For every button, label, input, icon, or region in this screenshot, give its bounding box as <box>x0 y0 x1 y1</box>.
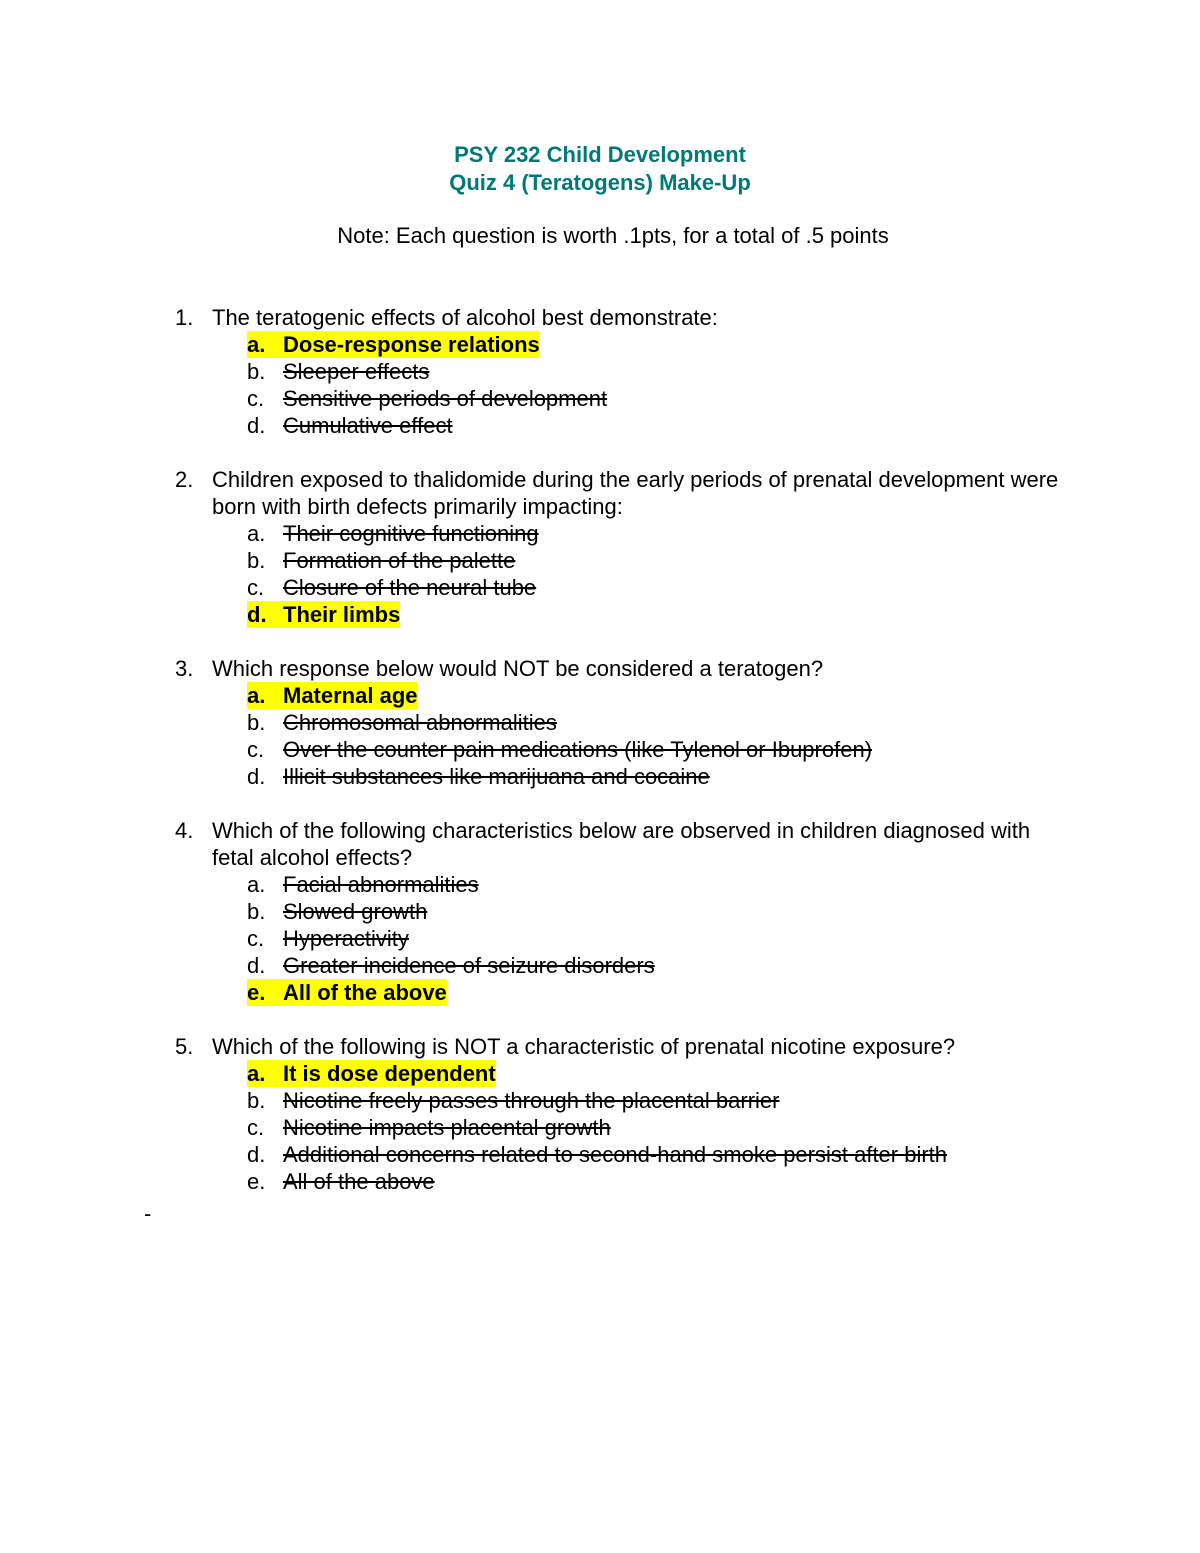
answer-option <box>247 412 1075 439</box>
answer-option <box>247 871 1075 898</box>
option-text: Sleeper effects <box>283 359 430 384</box>
question-row <box>175 655 1075 682</box>
question-1 <box>175 304 1075 439</box>
answer-options <box>247 520 1075 628</box>
option-text: Facial abnormalities <box>283 872 479 897</box>
struck-answer <box>247 385 607 412</box>
answer-option <box>247 1087 1075 1114</box>
answer-option <box>247 898 1075 925</box>
option-letter: e. <box>247 1169 266 1194</box>
struck-answer <box>247 547 515 574</box>
answer-option <box>247 709 1075 736</box>
answer-option <box>247 1168 1075 1195</box>
question-row <box>175 466 1075 520</box>
correct-answer-highlight <box>247 682 418 709</box>
answer-option <box>247 520 1075 547</box>
title-block <box>0 141 1200 197</box>
option-text: Greater incidence of seizure disorders <box>283 953 655 978</box>
answer-options <box>247 682 1075 790</box>
question-text: Which of the following is NOT a characteristic of prenatal nicotine exposure? <box>212 1034 956 1059</box>
option-text: Maternal age <box>283 683 418 708</box>
struck-answer <box>247 709 557 736</box>
answer-option <box>247 547 1075 574</box>
struck-answer <box>247 574 536 601</box>
correct-answer-highlight <box>247 601 400 628</box>
question-row <box>175 817 1075 871</box>
answer-option <box>247 952 1075 979</box>
option-letter: a. <box>247 332 266 357</box>
question-text: Children exposed to thalidomide during the early periods of prenatal development were born with birth defects primarily impacting: <box>212 467 1059 519</box>
answer-option <box>247 1141 1075 1168</box>
option-letter: b. <box>247 710 266 735</box>
option-letter: d. <box>247 764 266 789</box>
answer-options <box>247 871 1075 1006</box>
answer-option <box>247 358 1075 385</box>
option-text: All of the above <box>283 980 447 1005</box>
answer-option <box>247 574 1075 601</box>
correct-answer-highlight <box>247 979 447 1006</box>
option-letter: e. <box>247 980 266 1005</box>
question-number: 5. <box>175 1034 194 1059</box>
document-subtitle: Quiz 4 (Teratogens) Make-Up <box>449 170 751 195</box>
option-text: Their cognitive functioning <box>283 521 539 546</box>
struck-answer <box>247 736 872 763</box>
answer-option <box>247 979 1075 1006</box>
correct-answer-highlight <box>247 1060 496 1087</box>
option-letter: b. <box>247 899 266 924</box>
option-text: Nicotine impacts placental growth <box>283 1115 611 1140</box>
option-text: Over the counter pain medications (like Tylenol or Ibuprofen) <box>283 737 873 762</box>
option-text: Illicit substances like marijuana and cocaine <box>283 764 710 789</box>
question-list <box>175 304 1075 1222</box>
option-letter: d. <box>247 602 267 627</box>
question-number: 4. <box>175 818 194 843</box>
option-text: Additional concerns related to second-hand smoke persist after birth <box>283 1142 948 1167</box>
option-letter: c. <box>247 737 265 762</box>
option-text: Cumulative effect <box>283 413 453 438</box>
option-text: Sensitive periods of development <box>283 386 608 411</box>
struck-answer <box>247 925 409 952</box>
answer-options <box>247 1060 1075 1195</box>
option-letter: d. <box>247 413 266 438</box>
answer-option <box>247 925 1075 952</box>
question-2 <box>175 466 1075 628</box>
document-title: PSY 232 Child Development <box>454 142 746 167</box>
struck-answer <box>247 952 655 979</box>
question-row <box>175 1033 1075 1060</box>
question-5 <box>175 1033 1075 1195</box>
point-note: Note: Each question is worth .1pts, for a total of .5 points <box>337 223 889 248</box>
option-text: It is dose dependent <box>283 1061 496 1086</box>
option-letter: d. <box>247 1142 266 1167</box>
option-text: All of the above <box>283 1169 435 1194</box>
answer-option <box>247 736 1075 763</box>
option-text: Formation of the palette <box>283 548 516 573</box>
struck-answer <box>247 1168 435 1195</box>
option-letter: b. <box>247 548 266 573</box>
question-number: 3. <box>175 656 194 681</box>
option-letter: b. <box>247 1088 266 1113</box>
struck-answer <box>247 1114 611 1141</box>
option-letter: c. <box>247 386 265 411</box>
struck-answer <box>247 763 710 790</box>
option-letter: d. <box>247 953 266 978</box>
question-3 <box>175 655 1075 790</box>
answer-option <box>247 601 1075 628</box>
option-text: Hyperactivity <box>283 926 409 951</box>
option-text: Dose-response relations <box>283 332 540 357</box>
answer-option <box>247 763 1075 790</box>
struck-answer <box>247 1141 947 1168</box>
question-number: 1. <box>175 305 194 330</box>
option-text: Closure of the neural tube <box>283 575 537 600</box>
struck-answer <box>247 1087 780 1114</box>
struck-answer <box>247 898 427 925</box>
option-letter: a. <box>247 521 266 546</box>
option-letter: a. <box>247 683 266 708</box>
answer-option <box>247 1060 1075 1087</box>
answer-option <box>247 682 1075 709</box>
question-text: Which of the following characteristics below are observed in children diagnosed with fetal alcohol effects? <box>212 818 1031 870</box>
answer-options <box>247 331 1075 439</box>
option-letter: c. <box>247 575 265 600</box>
question-text: The teratogenic effects of alcohol best demonstrate: <box>212 305 718 330</box>
trailing-mark: - <box>144 1201 152 1226</box>
option-text: Their limbs <box>283 602 401 627</box>
option-letter: c. <box>247 1115 265 1140</box>
correct-answer-highlight <box>247 331 540 358</box>
option-letter: b. <box>247 359 266 384</box>
option-letter: a. <box>247 872 266 897</box>
struck-answer <box>247 871 479 898</box>
option-letter: c. <box>247 926 265 951</box>
question-4 <box>175 817 1075 1006</box>
question-row <box>175 304 1075 331</box>
option-text: Nicotine freely passes through the placental barrier <box>283 1088 780 1113</box>
answer-option <box>247 1114 1075 1141</box>
question-text: Which response below would NOT be considered a teratogen? <box>212 656 824 681</box>
answer-option <box>247 385 1075 412</box>
option-text: Slowed growth <box>283 899 428 924</box>
struck-answer <box>247 520 539 547</box>
struck-answer <box>247 358 429 385</box>
answer-option <box>247 331 1075 358</box>
option-text: Chromosomal abnormalities <box>283 710 557 735</box>
option-letter: a. <box>247 1061 266 1086</box>
question-number: 2. <box>175 467 194 492</box>
